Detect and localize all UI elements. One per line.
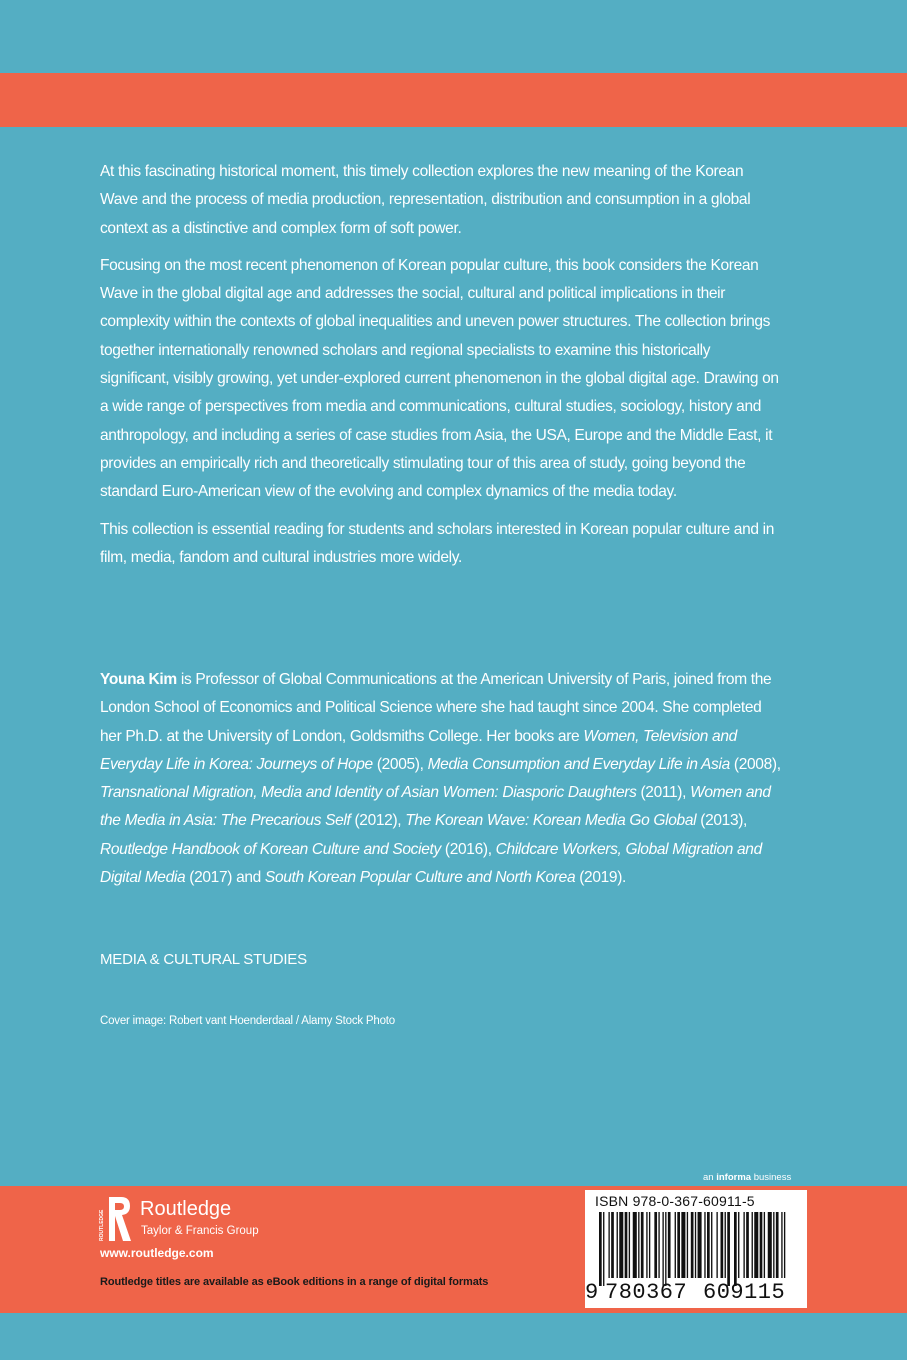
routledge-logo-icon xyxy=(97,1193,133,1245)
barcode-bar xyxy=(721,1212,724,1278)
barcode-bar xyxy=(625,1212,628,1278)
barcode-bar xyxy=(668,1212,671,1278)
barcode-bar xyxy=(738,1212,739,1278)
barcode-bar xyxy=(681,1212,685,1278)
barcode-bar xyxy=(752,1212,753,1278)
barcode-bar xyxy=(746,1212,749,1278)
barcode-bar xyxy=(743,1212,744,1278)
book-title: Media Consumption and Everyday Life in Asia xyxy=(427,755,730,773)
bio-intro: is Professor of Global Communications at the American University of Paris, joined from the London School of Economics and Political Science where she had taught since 2004. She completed her Ph.D. at the University of London, Goldsmiths College. Her books are xyxy=(100,671,772,745)
barcode-bar xyxy=(649,1212,650,1278)
description-paragraph-1: At this fascinating historical moment, this timely collection explores the new meaning of the Korean Wave and the process of media production, representation, distribution and consumption in a global context as a distinctive and complex form of soft power. xyxy=(100,163,751,237)
barcode-bar xyxy=(608,1212,609,1278)
barcode-bar xyxy=(658,1212,659,1278)
author-name: Youna Kim xyxy=(100,671,177,688)
ebook-availability-note: Routledge titles are available as eBook editions in a range of digital formats xyxy=(100,1276,489,1288)
barcode-bar xyxy=(734,1212,737,1286)
barcode-bar xyxy=(687,1212,688,1278)
logo-vertical-text: ROUTLEDGE xyxy=(99,1209,105,1241)
book-year: (2012), xyxy=(350,812,406,830)
informa-tagline xyxy=(703,1172,791,1183)
ean-lead-digit: 9 xyxy=(585,1280,599,1305)
barcode-bar xyxy=(768,1212,772,1278)
barcode-bar xyxy=(603,1212,604,1286)
publisher-name: Routledge xyxy=(140,1198,232,1220)
author-bio-paragraph xyxy=(100,666,787,892)
book-year: (2008), xyxy=(729,755,781,773)
barcode-bar xyxy=(711,1212,712,1278)
book-title: South Korean Popular Culture and North Korea xyxy=(264,869,576,887)
description-paragraph-2: Focusing on the most recent phenomenon of Korean popular culture, this book considers the Korean Wave in the global digital age and addresses the social, cultural and political implications in their complexity within the contexts of global inequalities and uneven power structures. The collection brings together internationally renowned scholars and regional specialists to examine this historically significant, visibly growing, yet under-explored current phenomenon in the global digital age. Drawing on a wide range of perspectives from media and communications, cultural studies, sociology, history and anthropology, and including a series of case studies from Asia, the USA, Europe and the Middle East, it provides an empirically rich and theoretically stimulating tour of this area of study, going beyond the standard Euro-American view of the evolving and complex dynamics of the media today. xyxy=(100,256,779,501)
barcode-bar xyxy=(784,1212,785,1278)
barcode-bar xyxy=(781,1212,782,1278)
barcode-bars xyxy=(599,1212,793,1290)
informa-suffix: business xyxy=(751,1172,792,1183)
book-year: (2019). xyxy=(575,869,627,887)
barcode-bar xyxy=(704,1212,705,1278)
barcode-bar xyxy=(629,1212,630,1278)
book-title: Transnational Migration, Media and Identity of Asian Women: Diasporic Daughters xyxy=(100,784,637,802)
top-strip xyxy=(0,0,907,73)
barcode-bar xyxy=(707,1212,710,1278)
barcode-bar xyxy=(698,1212,702,1278)
barcode-bar xyxy=(725,1212,726,1278)
barcode-bar xyxy=(633,1212,637,1278)
barcode-bar xyxy=(654,1212,657,1278)
book-title: Women, Television and Everyday Life in Korea: Journeys of Hope xyxy=(100,727,737,773)
barcode-bar xyxy=(599,1212,602,1286)
barcode-bar xyxy=(691,1212,694,1278)
book-year: (2016), xyxy=(440,840,496,858)
barcode-bar xyxy=(619,1212,623,1278)
book-description xyxy=(100,158,800,581)
author-bio xyxy=(100,666,808,892)
barcode-bar xyxy=(611,1212,614,1278)
informa-brand: informa xyxy=(716,1172,752,1183)
ean-group-left: 780367 xyxy=(605,1280,688,1305)
book-year: (2011), xyxy=(636,784,691,802)
barcode-bar xyxy=(754,1212,758,1278)
barcode-bar xyxy=(716,1212,717,1278)
barcode-bar xyxy=(662,1212,663,1286)
barcode-bar xyxy=(760,1212,763,1278)
description-paragraph-3: This collection is essential reading for students and scholars interested in Korean popular culture and in film, media, fandom and cultural industries more widely. xyxy=(100,520,775,566)
barcode-bar xyxy=(617,1212,618,1278)
barcode-bar xyxy=(675,1212,676,1278)
barcode-bar xyxy=(665,1212,666,1286)
book-title: Childcare Workers, Global Migration and Digital Media xyxy=(100,840,762,887)
barcode-bar xyxy=(776,1212,779,1278)
barcode-bar xyxy=(695,1212,696,1278)
barcode-bar xyxy=(677,1212,680,1278)
subject-category: MEDIA & CULTURAL STUDIES xyxy=(100,951,307,968)
top-accent-band xyxy=(0,73,907,127)
barcode-panel xyxy=(585,1190,807,1308)
barcode-bar xyxy=(764,1212,765,1278)
barcode-bar xyxy=(641,1212,644,1278)
book-year: (2013), xyxy=(696,812,748,830)
publisher-group: Taylor & Francis Group xyxy=(141,1225,259,1237)
informa-prefix: an xyxy=(703,1172,717,1183)
barcode-bar xyxy=(727,1212,730,1286)
publisher-website: www.routledge.com xyxy=(100,1246,214,1260)
book-title: Routledge Handbook of Korean Culture and Society xyxy=(100,840,441,858)
cover-image-credit: Cover image: Robert vant Hoenderdaal / Alamy Stock Photo xyxy=(100,1015,395,1027)
barcode-bar xyxy=(773,1212,774,1278)
book-year: (2005), xyxy=(372,755,428,773)
isbn-label: ISBN 978-0-367-60911-5 xyxy=(595,1193,755,1209)
book-title: Women and the Media in Asia: The Precarious Self xyxy=(100,784,771,830)
ean-group-right: 609115 xyxy=(703,1280,786,1305)
barcode-bar xyxy=(638,1212,639,1278)
book-title: The Korean Wave: Korean Media Go Global xyxy=(405,812,697,830)
barcode-bar xyxy=(646,1212,647,1278)
book-year: (2017) and xyxy=(185,869,265,887)
